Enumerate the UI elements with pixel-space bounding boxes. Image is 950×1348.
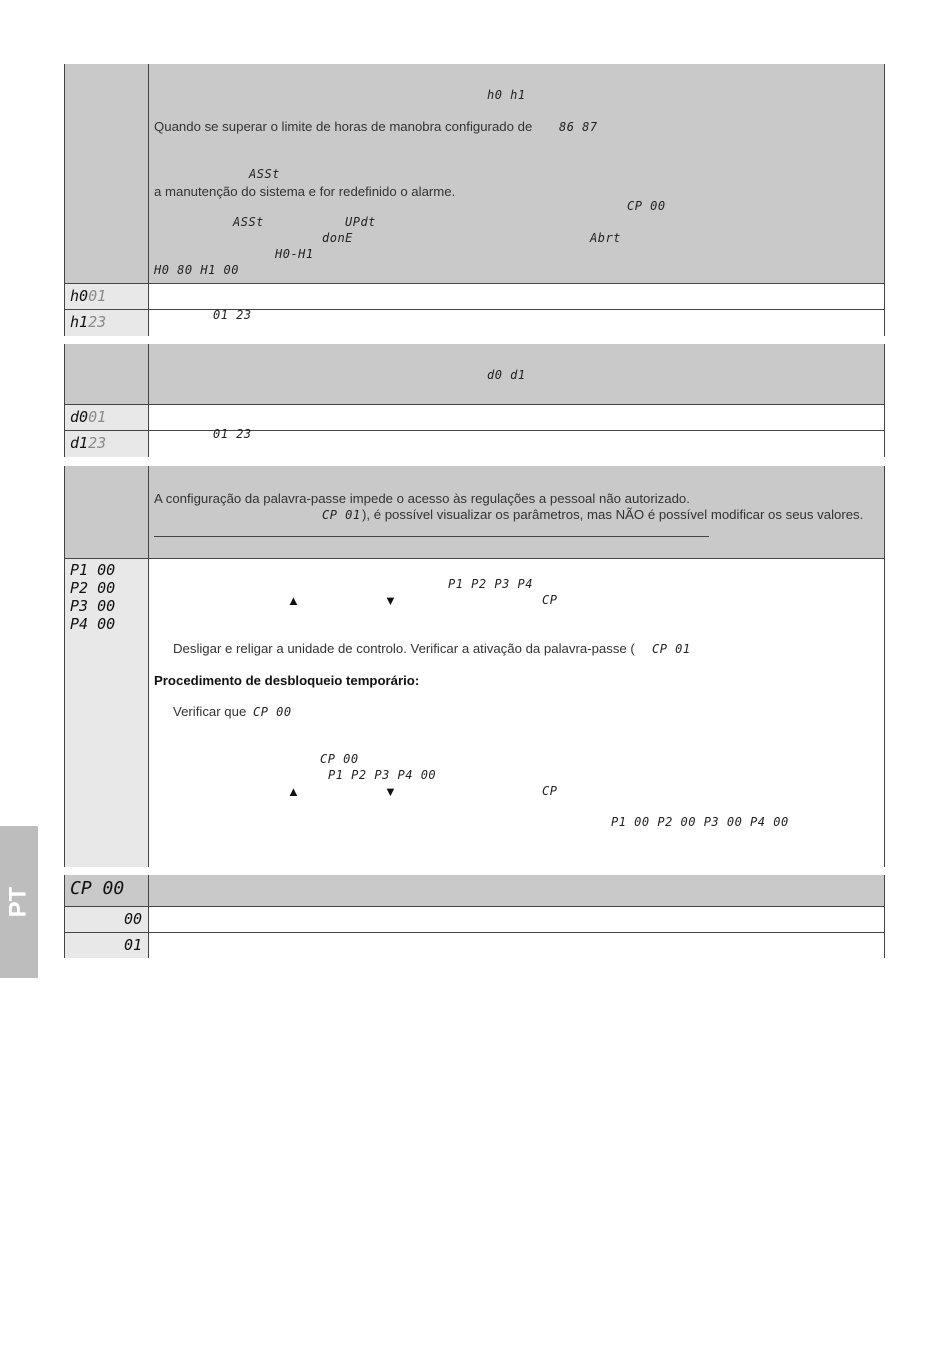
text-verificar: Verificar que — [173, 704, 247, 719]
text-quando: Quando se superar o limite de horas de manobra configurado de — [154, 119, 533, 134]
code-00: 00 — [123, 910, 142, 928]
lcd-range-01-23: 01 23 — [213, 308, 252, 322]
code-p1: P1 00 — [70, 561, 116, 579]
down-arrow-icon-2: ▼ — [384, 784, 397, 799]
code-d0-value: 01 — [88, 408, 107, 426]
lcd-cp00-b: CP 00 — [320, 752, 359, 766]
text-password-view: ), é possível visualizar os parâmetros, mas NÃO é possível modificar os seus valores. — [362, 507, 864, 522]
code-h1-value: 23 — [88, 313, 107, 331]
section-header — [65, 64, 884, 283]
row-desc-cell — [149, 427, 884, 457]
code-d1-label: d1 — [70, 434, 89, 452]
text-manutencao: a manutenção do sistema e for redefinido o alarme. — [154, 184, 456, 199]
lcd-done: donE — [322, 231, 353, 245]
lcd-cp01-b: CP 01 — [652, 642, 691, 656]
code-d0-label: d0 — [70, 408, 89, 426]
table-row — [65, 906, 884, 932]
lcd-cp: CP — [542, 593, 558, 607]
heading-unlock-procedure: Procedimento de desbloqueio temporário: — [154, 673, 420, 688]
lcd-abrt: Abrt — [590, 231, 621, 245]
section-header — [65, 466, 884, 558]
row-code-cell — [65, 559, 149, 867]
lcd-cp01: CP 01 — [322, 508, 361, 522]
down-arrow-icon: ▼ — [384, 593, 397, 608]
row-desc-cell — [149, 559, 884, 867]
header-right-cell — [149, 466, 884, 558]
row-code-cell — [65, 933, 149, 958]
table-maintenance-hours — [64, 64, 885, 336]
lcd-p1-p4: P1 P2 P3 P4 — [448, 577, 533, 591]
lcd-cp00-a: CP 00 — [253, 705, 292, 719]
table-maintenance-days — [64, 344, 885, 457]
code-h1-label: h1 — [70, 313, 89, 331]
lcd-range-01-23-d: 01 23 — [213, 427, 252, 441]
code-01: 01 — [123, 936, 142, 954]
table-row — [65, 558, 884, 867]
code-h0-value: 01 — [88, 287, 107, 305]
lcd-h0-80-h1-00: H0 80 H1 00 — [154, 263, 239, 277]
code-h0-label: h0 — [70, 287, 89, 305]
table-row — [65, 427, 884, 457]
language-tab — [0, 826, 38, 978]
code-p3: P3 00 — [70, 597, 116, 615]
lcd-h0-h1-range: H0-H1 — [275, 247, 314, 261]
table-row — [65, 404, 884, 430]
code-cp00-header: CP 00 — [70, 878, 125, 899]
table-row — [65, 309, 884, 336]
row-code-cell — [65, 907, 149, 932]
lcd-p-all-00: P1 00 P2 00 P3 00 P4 00 — [611, 815, 789, 829]
table-row — [65, 932, 884, 958]
header-left-cell — [65, 875, 149, 907]
header-left-cell — [65, 466, 149, 558]
up-arrow-icon-2: ▲ — [287, 784, 300, 799]
lcd-cp00: CP 00 — [627, 199, 666, 213]
header-right-cell — [149, 64, 884, 283]
lcd-updt: UPdt — [345, 215, 376, 229]
header-right-cell — [149, 344, 884, 405]
lcd-h0-h1: h0 h1 — [487, 88, 526, 102]
up-arrow-icon: ▲ — [287, 593, 300, 608]
lcd-86-87: 86 87 — [559, 120, 598, 134]
code-p4: P4 00 — [70, 615, 116, 633]
divider — [65, 404, 149, 457]
underline — [154, 536, 709, 537]
row-desc-cell — [149, 310, 884, 336]
lcd-cp-2: CP — [542, 784, 558, 798]
code-p2: P2 00 — [70, 579, 116, 597]
text-desligar: Desligar e religar a unidade de controlo. Verificar a ativação da palavra-passe ( — [173, 641, 635, 656]
header-left-cell — [65, 64, 149, 283]
table-password — [64, 466, 885, 867]
lcd-asst-2: ASSt — [233, 215, 264, 229]
section-header — [65, 344, 884, 405]
text-password-intro: A configuração da palavra-passe impede o acesso às regulações a pessoal não autorizado. — [154, 491, 690, 506]
table-row — [65, 283, 884, 309]
table-cp — [64, 875, 885, 958]
lcd-asst: ASSt — [249, 167, 280, 181]
divider — [65, 283, 149, 336]
header-left-cell — [65, 344, 149, 405]
code-d1-value: 23 — [88, 434, 107, 452]
section-header — [65, 875, 884, 907]
language-tab-label: PT — [4, 886, 32, 918]
lcd-p1-p4-00: P1 P2 P3 P4 00 — [328, 768, 437, 782]
lcd-d0-d1: d0 d1 — [487, 368, 526, 382]
